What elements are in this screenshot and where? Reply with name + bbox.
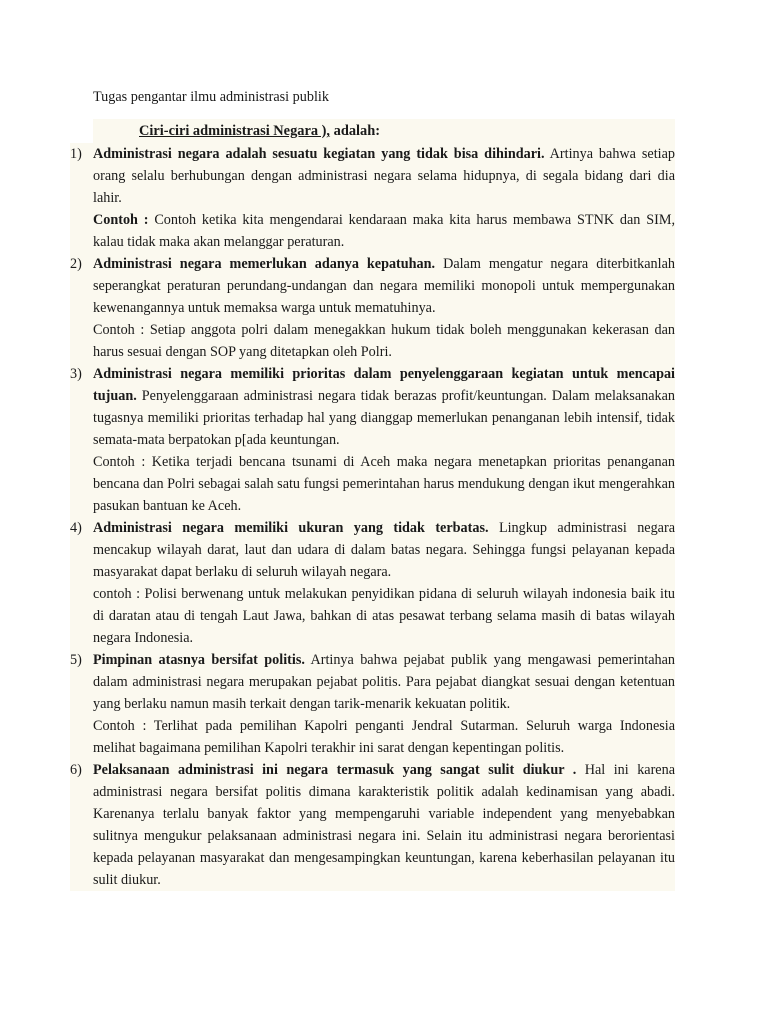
item-bold-statement: Administrasi negara memiliki prioritas dalam penyelenggaraan kegiatan untuk mencapai tujuan. bbox=[93, 366, 675, 404]
characteristics-list bbox=[70, 143, 675, 891]
item-paragraph bbox=[93, 143, 675, 209]
item-paragraph bbox=[93, 253, 675, 319]
item-example bbox=[93, 583, 675, 649]
example-text: Contoh : Ketika terjadi bencana tsunami di Aceh maka negara menetapkan prioritas penanganan bencana dan Polri sebagai salah satu fungsi pemerintahan harus mendukung dengan ikut mengerahkan pasukan bantuan ke Aceh. bbox=[93, 454, 675, 514]
item-example bbox=[93, 715, 675, 759]
item-paragraph bbox=[93, 517, 675, 583]
item-number: 2) bbox=[70, 256, 82, 272]
item-number: 1) bbox=[70, 146, 82, 162]
heading-rest: adalah: bbox=[330, 123, 381, 139]
example-text: Contoh : Setiap anggota polri dalam menegakkan hukum tidak boleh menggunakan kekerasan dan harus sesuai dengan SOP yang ditetapkan oleh Polri. bbox=[93, 322, 675, 360]
item-number: 6) bbox=[70, 762, 82, 778]
list-item-2 bbox=[70, 253, 675, 363]
item-bold-statement: Administrasi negara memerlukan adanya kepatuhan. bbox=[93, 256, 436, 272]
example-label: Contoh : bbox=[93, 212, 149, 228]
section-heading bbox=[139, 122, 380, 140]
example-text: contoh : Polisi berwenang untuk melakukan penyidikan pidana di seluruh wilayah indonesia baik itu di daratan atau di tengah Laut Jawa, bahkan di atas pesawat terbang selama masih di batas wilayah negara Indonesia. bbox=[93, 586, 675, 646]
list-item-4 bbox=[70, 517, 675, 649]
item-paragraph bbox=[93, 759, 675, 891]
item-bold-statement: Administrasi negara adalah sesuatu kegiatan yang tidak bisa dihindari. bbox=[93, 146, 545, 162]
example-text: Contoh ketika kita mengendarai kendaraan maka kita harus membawa STNK dan SIM, kalau tidak maka akan melanggar peraturan. bbox=[93, 212, 675, 250]
item-paragraph bbox=[93, 649, 675, 715]
item-paragraph bbox=[93, 363, 675, 451]
item-example bbox=[93, 209, 675, 253]
list-item-5 bbox=[70, 649, 675, 759]
item-bold-statement: Administrasi negara memiliki ukuran yang tidak terbatas. bbox=[93, 520, 489, 536]
item-number: 4) bbox=[70, 520, 82, 536]
item-explanation: Lingkup administrasi negara mencakup wilayah darat, laut dan udara di dalam batas negara. Sehingga fungsi pelayanan kepada masyarakat dapat berlaku di seluruh wilayah negara. bbox=[93, 520, 676, 580]
item-explanation: Penyelenggaraan administrasi negara tidak berazas profit/keuntungan. Dalam melaksanakan tugasnya memiliki prioritas terhadap hal yang dianggap memerlukan penanganan lebih intensif, tidak semata-mata berpatokan p[ada keuntungan. bbox=[93, 388, 675, 448]
item-explanation: Artinya bahwa pejabat publik yang mengawasi pemerintahan dalam administrasi negara merupakan pejabat politis. Para pejabat diangkat sesuai dengan ketentuan yang berlaku namun masih terkait dengan tarik-menarik kekuatan politik. bbox=[93, 652, 675, 712]
example-text: Contoh : Terlihat pada pemilihan Kapolri penganti Jendral Sutarman. Seluruh warga Indonesia melihat bagaimana pemilihan Kapolri terakhir ini sarat dengan kepentingan politis. bbox=[93, 718, 675, 756]
item-bold-statement: Pelaksanaan administrasi ini negara termasuk yang sangat sulit diukur . bbox=[93, 762, 577, 778]
item-example bbox=[93, 319, 675, 363]
item-explanation: Dalam mengatur negara diterbitkanlah seperangkat peraturan perundang-undangan dan negara memiliki monopoli untuk mempergunakan kewenangannya untuk memaksa warga untuk mematuhinya. bbox=[93, 256, 675, 316]
item-explanation: Artinya bahwa setiap orang selalu berhubungan dengan administrasi negara selama hidupnya, di segala bidang dari dia lahir. bbox=[93, 146, 675, 206]
document-title: Tugas pengantar ilmu administrasi publik bbox=[93, 89, 329, 105]
heading-underlined: Ciri-ciri administrasi Negara ), bbox=[139, 123, 331, 139]
item-number: 3) bbox=[70, 366, 82, 382]
list-item-6 bbox=[70, 759, 675, 891]
list-item-3 bbox=[70, 363, 675, 517]
item-bold-statement: Pimpinan atasnya bersifat politis. bbox=[93, 652, 305, 668]
list-item-1 bbox=[70, 143, 675, 253]
item-explanation: Hal ini karena administrasi negara bersifat politis dimana karakteristik politik adalah kedinamisan yang abadi. Karenanya terlalu banyak faktor yang mempengaruhi variable independent yang menyebabkan sulitnya mengukur pelaksanaan administrasi negara ini. Selain itu administrasi negara berorientasi kepada pelayanan masyarakat dan mengesampingkan keuntungan, karena keberhasilan pelayanan itu sulit diukur. bbox=[93, 762, 675, 888]
item-number: 5) bbox=[70, 652, 82, 668]
item-example bbox=[93, 451, 675, 517]
